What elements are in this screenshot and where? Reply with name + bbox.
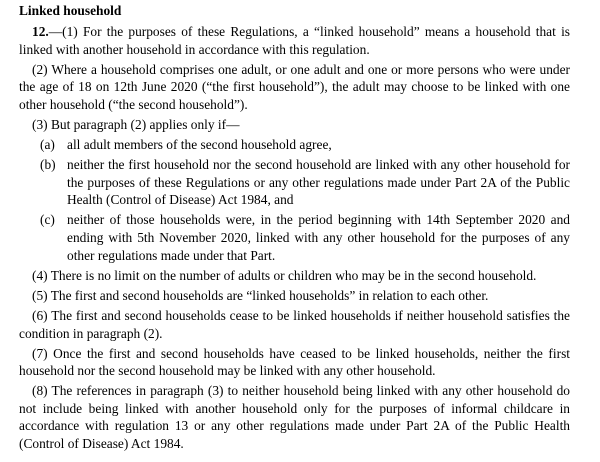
section-heading: Linked household: [19, 3, 122, 18]
list-item-b-marker: (b): [40, 157, 56, 173]
list-item-b-text: neither the first household nor the second household are linked with any other household for the purposes of these Regulations or any other regulations made under Part 2A of the Public Health (Control of Disease) Act 1984, and: [67, 157, 570, 208]
list-item-a-marker: (a): [40, 137, 55, 153]
paragraph-1: [0, 23, 600, 58]
list-item-c-text: neither of those households were, in the period beginning with 14th September 2020 and ending with 5th November 2020, linked with any other household for the purposes of any other regulations made under that Part.: [67, 212, 570, 263]
paragraph-6: (6) The first and second households cease to be linked households if neither household satisfies the condition in paragraph (2).: [19, 307, 570, 341]
list-item-c: [0, 211, 600, 264]
regulation-number: 12.: [32, 24, 49, 39]
paragraph-2: (2) Where a household comprises one adult, or one adult and one or more persons who were under the age of 18 on 12th June 2020 (“the first household”), the adult may choose to be linked with one other household (“the second household”).: [19, 61, 570, 112]
paragraph-1-text: —(1) For the purposes of these Regulations, a “linked household” means a household that is linked with another household in accordance with this regulation.: [19, 24, 570, 57]
paragraph-7: (7) Once the first and second households have ceased to be linked households, neither the first household nor the second household may be linked with any other household.: [19, 345, 570, 379]
paragraph-3: (3) But paragraph (2) applies only if—: [32, 116, 240, 132]
paragraph-4: (4) There is no limit on the number of adults or children who may be in the second household.: [32, 267, 537, 283]
list-item-c-marker: (c): [40, 212, 55, 228]
list-item-a-text: all adult members of the second household agree,: [67, 137, 332, 153]
paragraph-5: (5) The first and second households are “linked households” in relation to each other.: [32, 287, 489, 303]
list-item-b: [0, 156, 600, 209]
list-item-a: [0, 136, 600, 154]
paragraph-8: (8) The references in paragraph (3) to neither household being linked with any other household do not include being linked with another household only for the purposes of informal childcare in accordance with regulation 13 or any other regulations made under Part 2A of the Public Health (Control of Disease) Act 1984.: [19, 383, 570, 452]
